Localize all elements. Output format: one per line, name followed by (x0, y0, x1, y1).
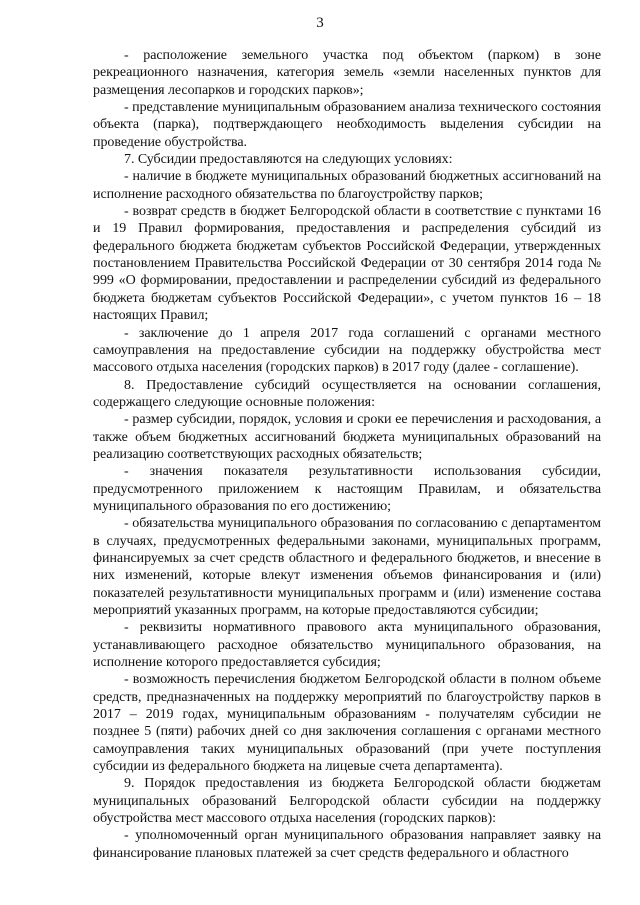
paragraph-technical-analysis: - представление муниципальным образованием анализа технического состояния объекта (парка), подтверждающего необходимость выделения субсидии на проведение обустройства. (93, 100, 601, 150)
paragraph-transfer-possibility: - возможность перечисления бюджетом Белгородской области в полном объеме средств, предназначенных на поддержку мероприятий по благоустройству парков в 2017 – 2019 годах, муниципальным образованиям - получателям субсидии не позднее 5 (пяти) рабочих дней со дня заключения соглашения с органами местного самоуправления таких муниципальных образований (при учете поступления субсидии из федерального бюджета на лицевые счета департамента). (93, 672, 601, 775)
page-number: 3 (316, 15, 324, 31)
paragraph-legal-act-details: - реквизиты нормативного правового акта муниципального образования, устанавливающего расходное обязательство муниципального образования, на исполнение которого предоставляется субсидия; (93, 620, 601, 671)
paragraph-section-8-heading: 8. Предоставление субсидий осуществляется на основании соглашения, содержащего следующие основные положения: (93, 377, 601, 410)
paragraph-land-location: - расположение земельного участка под объектом (парком) в зоне рекреационного назначения, категория земель «земли населенных пунктов для размещения лесопарков и городских парков»; (93, 48, 601, 98)
paragraph-section-7-heading: 7. Субсидии предоставляются на следующих условиях: (124, 152, 453, 168)
paragraph-program-obligations: - обязательства муниципального образования по согласованию с департаментом в случаях, предусмотренных федеральными законами, муниципальных программ, финансируемых за счет средств областного и федерального бюджетов, и внесение в них изменений, которые влекут изменения объемов финансирования и (или) показателей результативности муниципальных программ и (или) изменение состава мероприятий указанных программ, на которые предоставляются субсидии; (93, 516, 601, 618)
paragraph-subsidy-size: - размер субсидии, порядок, условия и сроки ее перечисления и расходования, а также объем бюджетных ассигнований бюджета муниципальных образований на реализацию соответствующих расходных обязательств; (93, 412, 601, 462)
paragraph-budget-allocations: - наличие в бюджете муниципальных образований бюджетных ассигнований на исполнение расходного обязательства по благоустройству парков; (93, 169, 601, 202)
paragraph-section-9-heading: 9. Порядок предоставления из бюджета Белгородской области бюджетам муниципальных образований Белгородской области субсидии на поддержку обустройства мест массового отдыха населения (городских парков): (93, 776, 601, 827)
paragraph-performance-indicator: - значения показателя результативности использования субсидии, предусмотренного приложением к настоящим Правилам, и обязательства муниципального образования по его достижению; (93, 464, 601, 514)
paragraph-funding-request: - уполномоченный орган муниципального образования направляет заявку на финансирование плановых платежей за счет средств федерального и областного (93, 828, 601, 861)
paragraph-funds-return: - возврат средств в бюджет Белгородской области в соответствие с пунктами 16 и 19 Правил формирования, предоставления и распределения субсидий из федерального бюджета бюджетам субъектов Российской Федерации, утвержденных постановлением Правительства Российской Федерации от 30 сентября 2014 года № 999 «О формировании, предоставлении и распределении субсидий из федерального бюджета бюджетам субъектов Российской Федерации», с учетом пунктов 16 – 18 настоящих Правил; (93, 204, 601, 324)
paragraph-agreement-deadline: - заключение до 1 апреля 2017 года соглашений с органами местного самоуправления на предоставление субсидии на поддержку обустройства мест массового отдыха населения (городских парков) в 2017 году (далее - соглашение). (93, 325, 601, 376)
document-body (93, 47, 601, 862)
